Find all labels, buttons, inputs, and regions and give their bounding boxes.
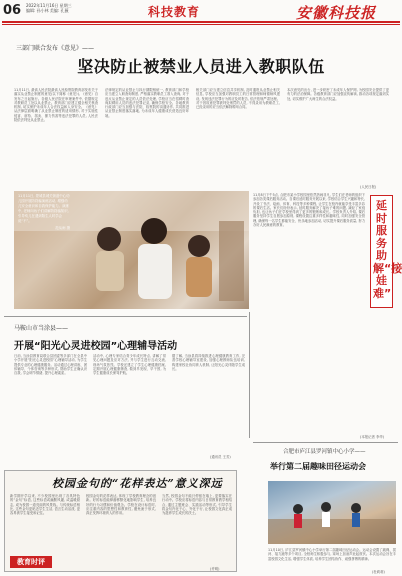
article1-column-4: 本次意见的出台, 进一步织密了未成年人保护网, 为校园安全提供了更有力的法治保障。各级教育部门应加强宣传解读, 推动各项规定落到实处, 切实维护广大师生的合法权益。	[287, 88, 389, 101]
article1-source: (人民日报)	[360, 185, 377, 189]
page-number: 06	[3, 3, 22, 18]
sidebar-text: 11月8日下午5点, 合肥市某小学校园里依然热闹非凡, 学生们在老师的组织下参加各类课后服务活动。自课后延时服务开展以来, 学校结合学生兴趣和特长, 开设了书法、绘画、体育、科技等多种课程, 让学生在校内就能享受丰富多彩的课后生活。家长们纷纷表示, 延时服务解决了接孩子难的问题, 减轻了家庭负担, 也让孩子们在学校里得到了更多的锻炼和成长。学校负责人介绍, 课后服务坚持学生自愿参加原则, 课程设置注重多样性和趣味性, 同时加强安全管理, 确保每一名学生都能安全、快乐地参加活动, 切实提升课后服务质量, 努力办好人民满意的教育。	[253, 193, 365, 228]
article4-text: 11月10日, 庐江县罗河镇中心小学举行第二届趣味田径运动会。运动会设置了跳绳、拔河、接力跑等多个项目, 全校师生积极参与, 赛场上加油声此起彼伏。本次运动会旨在丰富校园文化生活, 增强学生体质, 培养学生团结协作、顽强拼搏的精神。	[268, 548, 396, 561]
article2-column-1: 日前, 当涂县教育局联合县团委等多部门在全县中小学开展“阳光心灵进校园”心理辅导活动, 为学生提供专业的心理健康服务。活动通过心理讲座、团体辅导、个体咨询等多种形式, 帮助学生正确认识自我, 学会调节情绪, 提升心理素质。	[14, 354, 87, 376]
date-line: 2022年11月16日 星期三	[26, 3, 72, 8]
article2-top-rule	[4, 316, 247, 317]
sidebar-author: (本报记者 李华)	[360, 435, 385, 439]
article4-source: (杜莉莉)	[372, 570, 385, 574]
article1-column-3: 相关部门应当建立信息共享机制, 及时通报从业禁止相关信息, 学校应当加强对教职员工的日常管理和师德师风建设, 发现违法犯罪行为的应及时报告, 依法依规严肃处理。对于因故意犯罪被判处刑罚的人员, 不得录用为教职员工, 已经录用的应当依法解除聘用合同。	[196, 88, 280, 110]
editor-line: 编辑: 孙小林 美编: 孔薇	[26, 8, 69, 13]
article2-kicker: 马鞍山市当涂县——	[14, 325, 69, 332]
sports-photo-illustration	[268, 481, 396, 544]
article2-column-2: 活动中, 心理专家结合青少年成长特点, 讲解了常见心理问题及应对方法, 并与学生进行互动交流, 现场气氛热烈。学校还建立了学生心理健康档案, 定期开展心理健康筛查, 做到早发现、早干预, 为学生健康成长保驾护航。	[93, 354, 166, 376]
header-meta	[26, 3, 72, 13]
column-label: 教育时评	[10, 556, 52, 568]
article1-column-1: 11月11日, 最高人民法院最高人民检察院教育部发布关于落实从业禁止制度的意见(以下简称《意见》), 《意见》自发布之日起施行。各级人民法院在审理案件中, 依据规定对教职员工处以从业禁止。教育部门应建立健全相关核查机制, 切实保护未成年人合法权益和人身安全。《意见》从法律层面明确了从业禁止制度的适用情形, 对于实施性侵害、虐待、拐卖、暴力伤害等违法犯罪的人员, 人民法院依法判处从业禁止。	[14, 88, 98, 123]
article2-source: (通讯员 王芳)	[210, 455, 231, 459]
article4-headline: 举行第二届趣味田径运动会	[270, 462, 366, 471]
article3-source: (许明)	[210, 567, 220, 571]
photo-caption-text: 11月11日, 蒙城县城关街道中心幼儿园开展防拐骗演练活动, 增强幼儿安全意识和自我保护能力。演练中, 老师向孩子们讲解防拐骗知识, 引导幼儿在遇到陌生人时学会说“不”。	[18, 194, 70, 223]
article1-headline: 坚决防止被禁业人员进入教职队伍	[77, 57, 325, 76]
article2-column-3: 据了解, 当涂县将持续推进心理健康教育工作, 完善学校心理辅导室建设, 加强心理教师队伍培训, 构建家校社协同育人机制, 让阳光心灵伴随学生成长。	[172, 354, 245, 371]
article3-headline: 校园金句的“花样表达”意义深远	[52, 477, 223, 490]
newspaper-logo: 安徽科技报	[296, 4, 377, 22]
column-divider	[249, 312, 250, 438]
article3-column-3: 当然, 校园金句不能只停留在墙上, 更要落实在行动中。学校应将标语内容与日常教育教学相结合, 通过主题班会、实践活动等形式, 引导学生将金句内化于心、外化于行, 让校园文化真正成为滋养学生成长的沃土。	[162, 494, 232, 516]
article2-headline: 开展“阳光心灵进校园”心理辅导活动	[14, 341, 178, 352]
sports-photo	[268, 481, 396, 544]
article3-column-2: 校园金句的花样表达, 体现了学校教育理念的创新。好的标语能够潜移默化地影响学生, 培养良好的行为习惯和价值观念。学校在设计标语时, 应注重内容的思想性和教育性, 避免流于形式, 真正发挥环境育人的作用。	[86, 494, 156, 516]
article1-column-2: 法律规定的从业禁止与执行期限相统一, 教育部门和学校应当建立入职查询制度, 严格落实教职员工准入查询, 对于违反从业禁止规定的人员依法处理, 学校应当在招聘时查询拟聘用人员的违法犯罪记录, 确保学校安全。各地教育行政部门应当加强与法院、检察院的沟通协作, 共同推进从业禁止制度落实落地, 为未成年人健康成长营造良好环境。	[105, 88, 189, 118]
header-rule-thin	[2, 24, 400, 25]
article4-kicker: 合肥市庐江县罗河镇中心小学——	[283, 449, 366, 455]
header-rule	[2, 21, 400, 23]
section-title: 科技教育	[148, 5, 201, 19]
article4-top-rule	[253, 442, 398, 443]
sidebar-title: 延时服务助解“接娃难”	[373, 199, 402, 300]
sidebar-text-continued	[253, 316, 395, 434]
article1-kicker: 三部门联合发布《意见》——	[16, 45, 95, 52]
photo-credit: 范从雨 摄	[55, 226, 70, 230]
photo-caption	[18, 194, 70, 294]
article3-column-1: 新学期开学以来, 不少校园里出现了各具特色的“金句”标语, 这些标语或幽默风趣, 或温暖励志, 成为校园一道亮丽的风景线。与传统标语相比, 这些金句更贴近学生生活, 语言生动活泼, 更容易被学生接受和记住。	[10, 494, 80, 516]
